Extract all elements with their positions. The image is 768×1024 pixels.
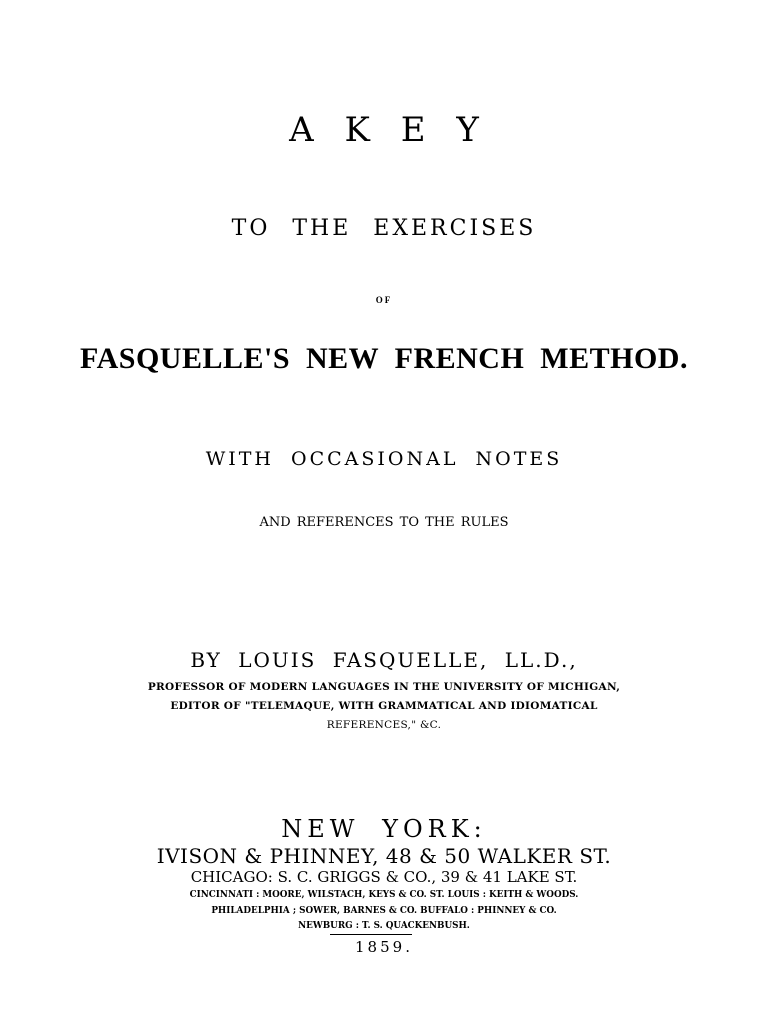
- book-title: A K E Y: [289, 110, 479, 150]
- imprint-chicago: CHICAGO: S. C. GRIGGS & CO., 39 & 41 LAKE ST.: [190, 868, 578, 886]
- publication-year: 1859.: [355, 938, 413, 956]
- work-title: FASQUELLE'S NEW FRENCH METHOD.: [80, 342, 688, 375]
- notes-line: WITH OCCASIONAL NOTES: [205, 448, 563, 470]
- book-subtitle: TO THE EXERCISES: [231, 216, 537, 241]
- author-editor-credit: EDITOR OF "TELEMAQUE, WITH GRAMMATICAL AND IDIOMATICAL: [170, 700, 598, 712]
- rules-line: AND REFERENCES TO THE RULES: [259, 515, 509, 530]
- author-position: PROFESSOR OF MODERN LANGUAGES IN THE UNIVERSITY OF MICHIGAN,: [147, 681, 621, 693]
- imprint-publisher: IVISON & PHINNEY, 48 & 50 WALKER ST.: [156, 844, 612, 868]
- imprint-rule: [330, 934, 412, 935]
- of-connector: OF: [375, 295, 393, 305]
- author-editor-credit-continued: REFERENCES," &C.: [326, 719, 442, 731]
- imprint-newburg: NEWBURG : T. S. QUACKENBUSH.: [298, 921, 470, 931]
- imprint-philadelphia-buffalo: PHILADELPHIA ; SOWER, BARNES & CO. BUFFALO : PHINNEY & CO.: [211, 906, 557, 916]
- imprint-city: NEW YORK:: [281, 815, 487, 843]
- imprint-cincinnati-st-louis: CINCINNATI : MOORE, WILSTACH, KEYS & CO. ST. LOUIS : KEITH & WOODS.: [189, 890, 579, 900]
- author-byline: BY LOUIS FASQUELLE, LL.D.,: [190, 648, 578, 672]
